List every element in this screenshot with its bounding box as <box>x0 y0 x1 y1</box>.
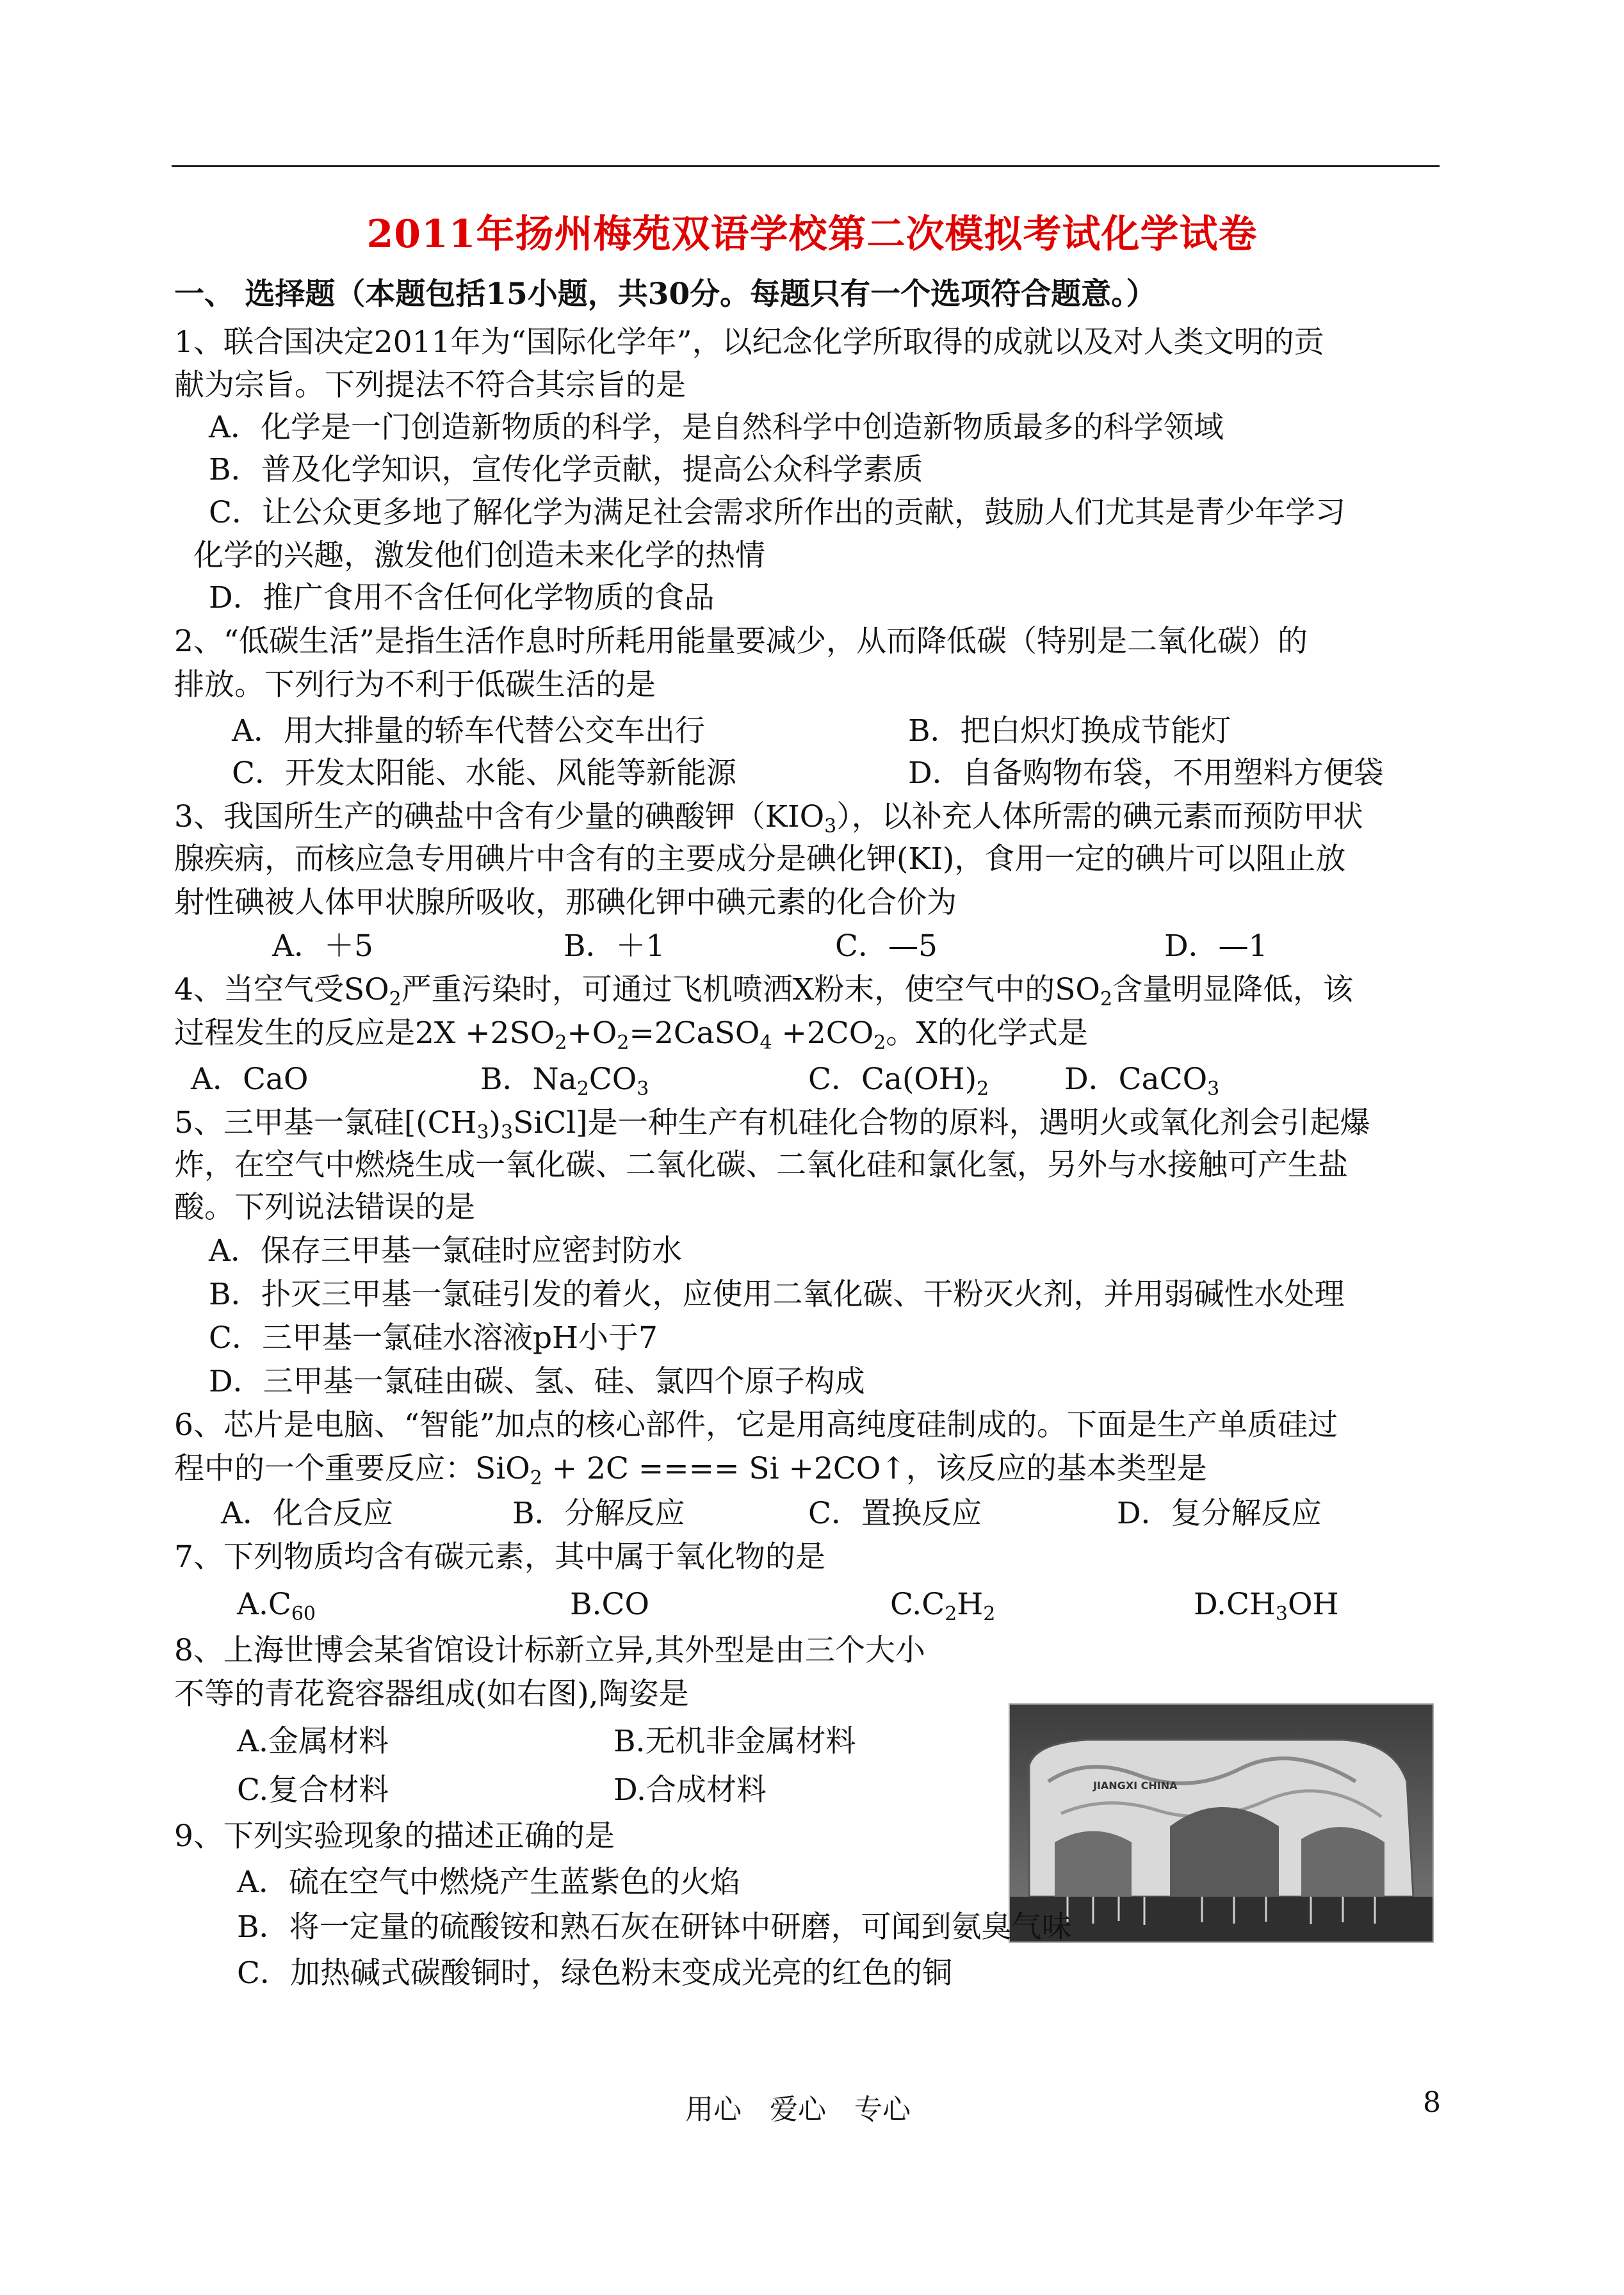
q7-option-a: $A.C_{60}$ <box>237 1587 316 1625</box>
q5-option-c: C．三甲基一氯硅水溶液pH小于7 <box>209 1320 658 1356</box>
page-title: 2011年扬州梅苑双语学校第二次模拟考试化学试卷 <box>366 212 1258 257</box>
q1-stem-2: 献为宗旨。下列提法不符合其宗旨的是 <box>174 368 686 403</box>
section-heading: 一、 选择题（本题包括15小题，共30分。每题只有一个选项符合题意。） <box>174 277 1157 312</box>
q2-option-a: A．用大排量的轿车代替公交车出行 <box>232 713 705 749</box>
q9-option-b: B．将一定量的硫酸铵和熟石灰在研钵中研磨，可闻到氨臭气味 <box>237 1910 1072 1945</box>
footer-motto: 用心 爱心 专心 <box>685 2093 911 2126</box>
q5-option-d: D．三甲基一氯硅由碳、氢、硅、氯四个原子构成 <box>209 1364 865 1399</box>
q8-option-c: C.复合材料 <box>237 1772 389 1808</box>
q4-stem-1: 4、当空气受$SO_2$严重污染时，可通过飞机喷洒X粉末，使空气中的$SO_2$含量明显降低，该 <box>174 972 1354 1010</box>
q7-option-c: $C.C_2H_2$ <box>890 1587 996 1625</box>
q3-stem-1: 3、我国所生产的碘盐中含有少量的碘酸钾$(KIO_3)$，以补充人体所需的碘元素而预防甲状 <box>174 799 1363 838</box>
q3-stem-2: 腺疾病，而核应急专用碘片中含有的主要成分是碘化钾(KI)，食用一定的碘片可以阻止放 <box>174 841 1346 877</box>
q3-stem-3: 射性碘被人体甲状腺所吸收，那碘化钾中碘元素的化合价为 <box>174 885 957 920</box>
q7-stem: 7、下列物质均含有碳元素，其中属于氧化物的是 <box>174 1539 825 1575</box>
q6-option-b: B．分解反应 <box>512 1496 685 1531</box>
q6-stem-1: 6、芯片是电脑、“智能”加点的核心部件，它是用高纯度硅制成的。下面是生产单质硅过 <box>174 1407 1338 1443</box>
q8-option-a: A.金属材料 <box>237 1724 389 1759</box>
pavilion-illustration <box>1010 1705 1433 1942</box>
q2-option-b: B．把白炽灯换成节能灯 <box>908 713 1231 749</box>
page-number: 8 <box>1423 2086 1441 2119</box>
q5-stem-3: 酸。下列说法错误的是 <box>174 1190 475 1225</box>
q1-option-c-1: C．让公众更多地了解化学为满足社会需求所作出的贡献，鼓励人们尤其是青少年学习 <box>209 495 1345 530</box>
q2-stem-1: 2、“低碳生活”是指生活作息时所耗用能量要减少，从而降低碳（特别是二氧化碳）的 <box>174 624 1308 659</box>
q5-stem-1: 5、三甲基一氯硅$[(CH_3)_3SiCl]$是一种生产有机硅化合物的原料，遇明火或氧化剂会引起爆 <box>174 1105 1370 1144</box>
q1-option-c-2: 化学的兴趣，激发他们创造未来化学的热情 <box>193 538 765 573</box>
q6-option-c: C．置换反应 <box>808 1496 982 1531</box>
q6-stem-2: 程中的一个重要反应：SiO$_2$ + 2C ==== Si +2CO↑，该反应的基本类型是 <box>174 1451 1207 1489</box>
q9-option-c: C．加热碱式碳酸铜时，绿色粉末变成光亮的红色的铜 <box>237 1956 952 1991</box>
q3-option-c: C．—5 <box>835 929 938 964</box>
q5-option-b: B．扑灭三甲基一氯硅引发的着火，应使用二氧化碳、干粉灭火剂，并用弱碱性水处理 <box>209 1277 1345 1312</box>
q4-option-b: B．$Na_2CO_3$ <box>480 1062 649 1100</box>
q4-stem-2: 过程发生的反应是$2X +2SO_2+O_2=2CaSO_4 +2CO_2$。X的化学式是 <box>174 1016 1088 1054</box>
q9-stem: 9、下列实验现象的描述正确的是 <box>174 1819 615 1854</box>
header-rule <box>172 165 1440 167</box>
q8-stem-2: 不等的青花瓷容器组成(如右图),陶姿是 <box>174 1676 689 1712</box>
q2-stem-2: 排放。下列行为不利于低碳生活的是 <box>174 667 656 702</box>
q8-stem-1: 8、上海世博会某省馆设计标新立异,其外型是由三个大小 <box>174 1633 925 1668</box>
q4-option-c: C．$Ca(OH)_2$ <box>808 1062 989 1100</box>
q9-option-a: A．硫在空气中燃烧产生蓝紫色的火焰 <box>237 1865 740 1900</box>
q8-option-b: B.无机非金属材料 <box>613 1724 856 1759</box>
q6-option-d: D．复分解反应 <box>1117 1496 1322 1531</box>
q6-option-a: A．化合反应 <box>221 1496 393 1531</box>
q1-option-b: B．普及化学知识，宣传化学贡献，提高公众科学素质 <box>209 452 923 487</box>
q1-option-d: D．推广食用不含任何化学物质的食品 <box>209 580 715 615</box>
photo-sign-text: JIANGXI CHINA <box>1093 1780 1178 1792</box>
q4-option-d: D．CaCO$_3$ <box>1064 1062 1220 1100</box>
q4-option-a: A．CaO <box>191 1062 309 1097</box>
q5-option-a: A．保存三甲基一氯硅时应密封防水 <box>209 1233 682 1269</box>
q2-option-c: C．开发太阳能、水能、风能等新能源 <box>232 756 736 791</box>
q3-option-d: D．—1 <box>1164 929 1268 964</box>
q3-option-a: A．＋5 <box>272 929 373 964</box>
pavilion-photo <box>1009 1703 1434 1943</box>
q7-option-b: B.CO <box>570 1587 649 1622</box>
q1-option-a: A．化学是一门创造新物质的科学，是自然科学中创造新物质最多的科学领域 <box>209 410 1224 445</box>
q1-stem-1: 1、联合国决定2011年为“国际化学年”，以纪念化学所取得的成就以及对人类文明的贡 <box>174 325 1324 360</box>
q3-option-b: B．＋1 <box>564 929 665 964</box>
q5-stem-2: 炸，在空气中燃烧生成一氧化碳、二氧化碳、二氧化硅和氯化氢，另外与水接触可产生盐 <box>174 1148 1348 1183</box>
q2-option-d: D．自备购物布袋，不用塑料方便袋 <box>908 756 1384 791</box>
q7-option-d: $D.CH_3OH$ <box>1194 1587 1339 1625</box>
q8-option-d: D.合成材料 <box>613 1772 767 1808</box>
